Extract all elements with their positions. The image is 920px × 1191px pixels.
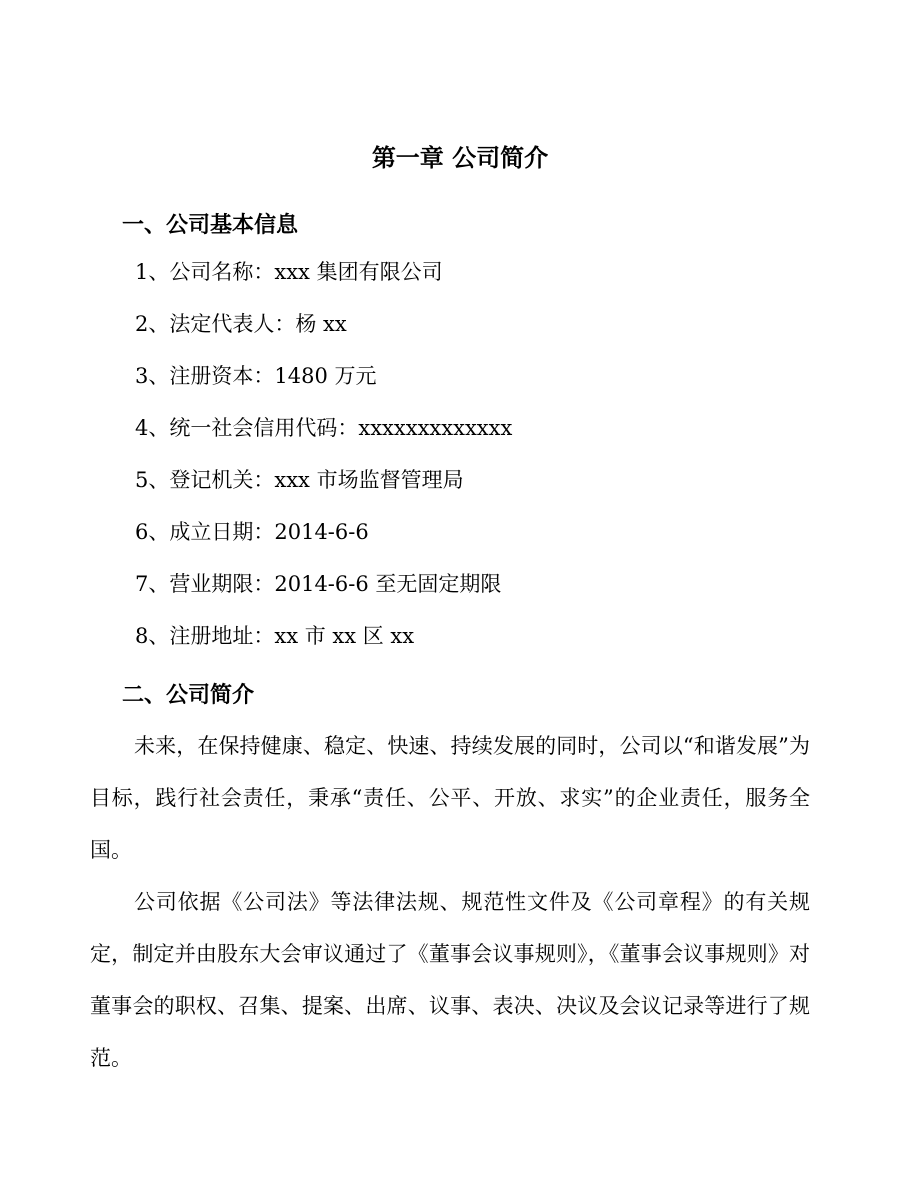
profile-paragraph: 公司依据《公司法》等法律法规、规范性文件及《公司章程》的有关规定，制定并由股东大会审议通过了《董事会议事规则》，《董事会议事规则》对董事会的职权、召集、提案、出席、议事、表决、决议及会议记录等进行了规范。 xyxy=(90,890,810,1070)
profile-paragraph: 未来，在保持健康、稳定、快速、持续发展的同时，公司以“和谐发展”为目标，践行社会责任，秉承“责任、公平、开放、求实”的企业责任，服务全国。 xyxy=(90,734,810,862)
info-item-registration-authority: 5、登记机关：xxx 市场监督管理局 xyxy=(135,468,464,492)
info-item-credit-code: 4、统一社会信用代码：xxxxxxxxxxxxx xyxy=(135,416,513,440)
info-item-registered-address: 8、注册地址：xx 市 xx 区 xx xyxy=(135,624,415,648)
section-heading-company-profile: 二、公司简介 xyxy=(122,683,255,708)
section-heading-basic-info: 一、公司基本信息 xyxy=(122,213,299,238)
chapter-title: 第一章 公司简介 xyxy=(371,144,549,172)
info-item-business-term: 7、营业期限：2014-6-6 至无固定期限 xyxy=(135,572,502,596)
info-item-company-name: 1、公司名称：xxx 集团有限公司 xyxy=(135,260,443,284)
info-item-registered-capital: 3、注册资本：1480 万元 xyxy=(135,364,377,388)
info-item-legal-representative: 2、法定代表人：杨 xx xyxy=(135,312,347,336)
info-item-establishment-date: 6、成立日期：2014-6-6 xyxy=(135,520,369,544)
